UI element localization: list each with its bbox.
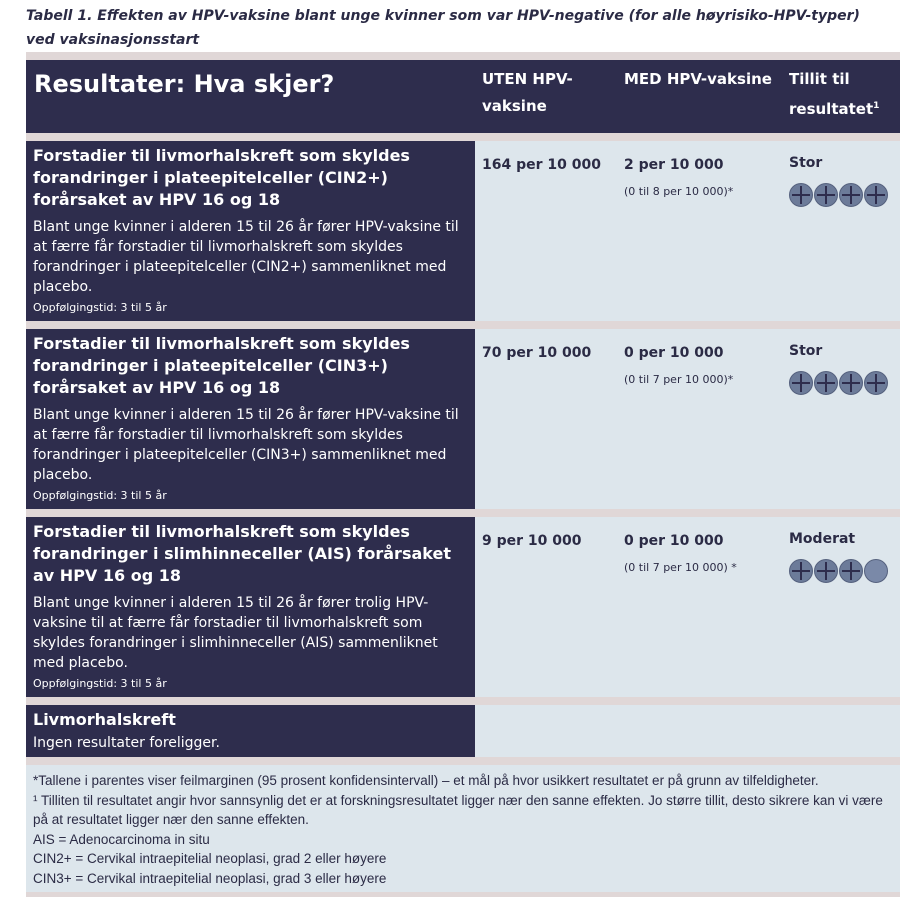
- followup-time: Oppfølgingstid: 3 til 5 år: [33, 489, 167, 502]
- header-trust: [782, 60, 900, 133]
- cancer-desc: Ingen resultater foreligger.: [33, 735, 220, 751]
- result-rows: [26, 133, 900, 697]
- footnote: *Tallene i parentes viser feilmarginen (95 prosent konfidensintervall) – et mål på hvor usikkert resultatet er på grunn av tilfeldigheter.: [33, 773, 819, 788]
- outcome-cell: [26, 517, 475, 697]
- plus-circle-icon: [814, 183, 838, 207]
- divider: [26, 133, 900, 141]
- divider: [26, 509, 900, 517]
- trust-rating: [789, 559, 896, 583]
- trust-cell: [782, 517, 900, 697]
- cancer-cell: [26, 705, 475, 757]
- plus-circle-icon: [839, 371, 863, 395]
- trust-level-label: Moderat: [789, 531, 856, 547]
- divider: [26, 892, 900, 897]
- with-vaccine-cell: [617, 517, 782, 697]
- confidence-interval: (0 til 8 per 10 000)*: [624, 185, 734, 198]
- cancer-empty-cell: [475, 705, 900, 757]
- table-caption: Tabell 1. Effekten av HPV-vaksine blant unge kvinner som var HPV-negative (for alle høyrisiko-HPV-typer) ved vaksinasjonsstart: [26, 8, 860, 48]
- footnote: ¹ Tilliten til resultatet angir hvor sannsynlig det er at forskningsresultatet ligger nær den sanne effekten. Jo større tillit, desto sikrere kan vi være på at resultatet ligger nær den sanne effekten.: [33, 792, 883, 827]
- footnotes: [26, 765, 900, 892]
- plus-circle-icon: [789, 371, 813, 395]
- table-row-cancer: [26, 705, 900, 757]
- trust-rating: [789, 371, 896, 395]
- header-trust-label: Tillit til resultatet: [789, 70, 874, 118]
- without-vaccine-value: 70 per 10 000: [482, 345, 592, 361]
- values-cell: [475, 517, 900, 697]
- plus-circle-icon: [814, 371, 838, 395]
- trust-level-label: Stor: [789, 343, 823, 359]
- confidence-interval: (0 til 7 per 10 000) *: [624, 561, 737, 574]
- outcome-title: Forstadier til livmorhalskreft som skyldes forandringer i plateepitelceller (CIN2+) forårsaket av HPV 16 og 18: [33, 146, 410, 209]
- header-with-vaccine: MED HPV-vaksine: [624, 70, 772, 88]
- divider: [26, 321, 900, 329]
- outcome-cell: [26, 329, 475, 509]
- values-cell: [475, 329, 900, 509]
- with-vaccine-cell: [617, 141, 782, 321]
- footnote: AIS = Adenocarcinoma in situ: [33, 831, 210, 847]
- results-table: [26, 52, 900, 897]
- with-vaccine-value: 0 per 10 000: [624, 345, 724, 361]
- followup-time: Oppfølgingstid: 3 til 5 år: [33, 301, 167, 314]
- plus-circle-icon: [864, 371, 888, 395]
- with-vaccine-value: 0 per 10 000: [624, 533, 724, 549]
- divider: [26, 697, 900, 705]
- header-results: Resultater: Hva skjer?: [34, 70, 335, 98]
- plus-circle-icon: [814, 559, 838, 583]
- plus-circle-icon: [789, 559, 813, 583]
- followup-time: Oppfølgingstid: 3 til 5 år: [33, 677, 167, 690]
- outcome-title: Forstadier til livmorhalskreft som skyldes forandringer i plateepitelceller (CIN3+) forårsaket av HPV 16 og 18: [33, 334, 410, 397]
- header-without-vaccine: UTEN HPV-vaksine: [482, 70, 573, 115]
- trust-cell: [782, 141, 900, 321]
- outcome-desc: Blant unge kvinner i alderen 15 til 26 år fører HPV-vaksine til at færre får forstadier til livmorhalskreft som skyldes forandringer i plateepitelceller (CIN3+) sammenliknet med placebo.: [33, 407, 459, 483]
- with-vaccine-value: 2 per 10 000: [624, 157, 724, 173]
- footnote: CIN3+ = Cervikal intraepitelial neoplasi, grad 3 eller høyere: [33, 870, 387, 886]
- divider: [26, 757, 900, 765]
- trust-level-label: Stor: [789, 155, 823, 171]
- plus-circle-icon: [789, 183, 813, 207]
- empty-circle-icon: [864, 559, 888, 583]
- plus-circle-icon: [839, 183, 863, 207]
- plus-circle-icon: [864, 183, 888, 207]
- confidence-interval: (0 til 7 per 10 000)*: [624, 373, 734, 386]
- with-vaccine-cell: [617, 329, 782, 509]
- without-vaccine-value: 164 per 10 000: [482, 157, 601, 173]
- table-row: [26, 141, 900, 321]
- outcome-cell: [26, 141, 475, 321]
- header-trust-footnote: 1: [873, 101, 880, 111]
- outcome-desc: Blant unge kvinner i alderen 15 til 26 år fører trolig HPV-vaksine til at færre får forstadier til livmorhalskreft som skyldes forandringer i slimhinneceller (AIS) sammenliknet med placebo.: [33, 595, 438, 671]
- cancer-title: Livmorhalskreft: [33, 710, 176, 729]
- values-cell: [475, 141, 900, 321]
- table-row: [26, 329, 900, 509]
- trust-cell: [782, 329, 900, 509]
- plus-circle-icon: [839, 559, 863, 583]
- divider: [26, 52, 900, 60]
- without-vaccine-value: 9 per 10 000: [482, 533, 582, 549]
- table-header: [26, 60, 900, 133]
- table-row: [26, 517, 900, 697]
- footnote: CIN2+ = Cervikal intraepitelial neoplasi, grad 2 eller høyere: [33, 851, 387, 866]
- outcome-desc: Blant unge kvinner i alderen 15 til 26 år fører HPV-vaksine til at færre får forstadier til livmorhalskreft som skyldes forandringer i plateepitelceller (CIN2+) sammenliknet med placebo.: [33, 219, 459, 295]
- trust-rating: [789, 183, 896, 207]
- outcome-title: Forstadier til livmorhalskreft som skyldes forandringer i slimhinneceller (AIS) forårsaket av HPV 16 og 18: [33, 522, 451, 585]
